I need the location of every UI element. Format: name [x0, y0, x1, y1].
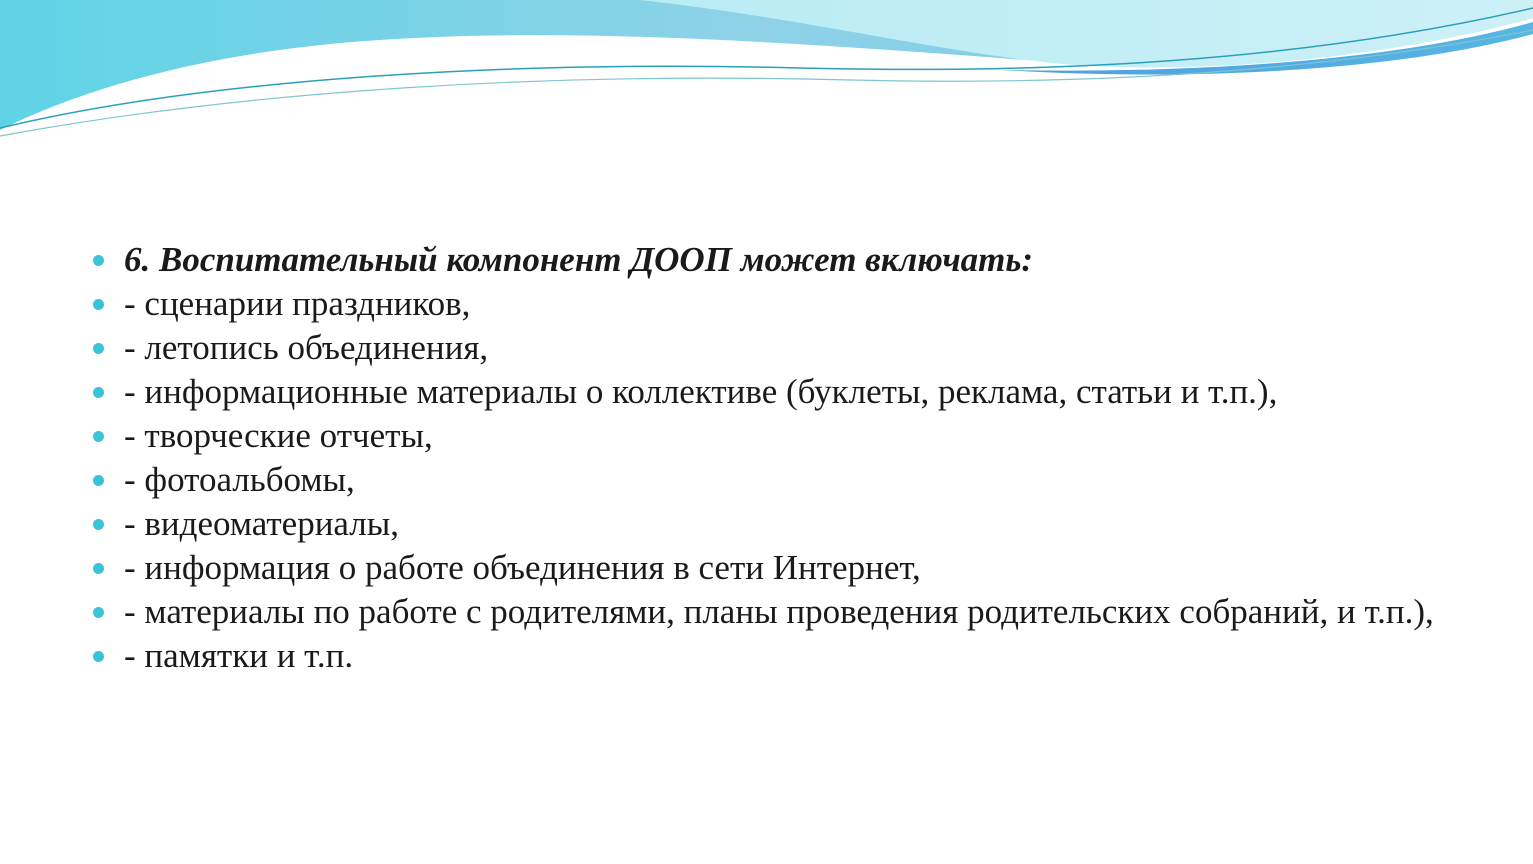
list-item: [88, 284, 1448, 323]
heading-text: 6. Воспитательный компонент ДООП может включать:: [124, 240, 1034, 279]
bullet-icon: [93, 651, 104, 662]
bullet-icon: [93, 607, 104, 618]
list-item: [88, 372, 1448, 411]
list-heading: [88, 240, 1448, 279]
wave-header-decoration: [0, 0, 1533, 150]
bullet-icon: [93, 475, 104, 486]
list-item: [88, 504, 1448, 543]
list-item: [88, 328, 1448, 367]
list-item: [88, 460, 1448, 499]
list-item-text: - информационные материалы о коллективе (буклеты, реклама, статьи и т.п.),: [124, 372, 1278, 411]
bullet-icon: [93, 343, 104, 354]
list-item: [88, 548, 1448, 587]
list-item-text: - сценарии праздников,: [124, 284, 471, 323]
list-item-text: - информация о работе объединения в сети Интернет,: [124, 548, 921, 587]
bullet-list: [88, 240, 1448, 675]
bullet-icon: [93, 299, 104, 310]
list-item: [88, 636, 1448, 675]
bullet-icon: [93, 255, 104, 266]
list-item-text: - памятки и т.п.: [124, 636, 354, 675]
bullet-content: [88, 240, 1448, 683]
list-item: [88, 592, 1448, 631]
list-item-text: - видеоматериалы,: [124, 504, 400, 543]
bullet-icon: [93, 431, 104, 442]
bullet-icon: [93, 519, 104, 530]
bullet-icon: [93, 387, 104, 398]
list-item-text: - фотоальбомы,: [124, 460, 355, 499]
list-item-text: - творческие отчеты,: [124, 416, 433, 455]
list-item-text: - летопись объединения,: [124, 328, 489, 367]
list-item-text: - материалы по работе с родителями, планы проведения родительских собраний, и т.п.),: [124, 592, 1434, 631]
list-item: [88, 416, 1448, 455]
bullet-icon: [93, 563, 104, 574]
